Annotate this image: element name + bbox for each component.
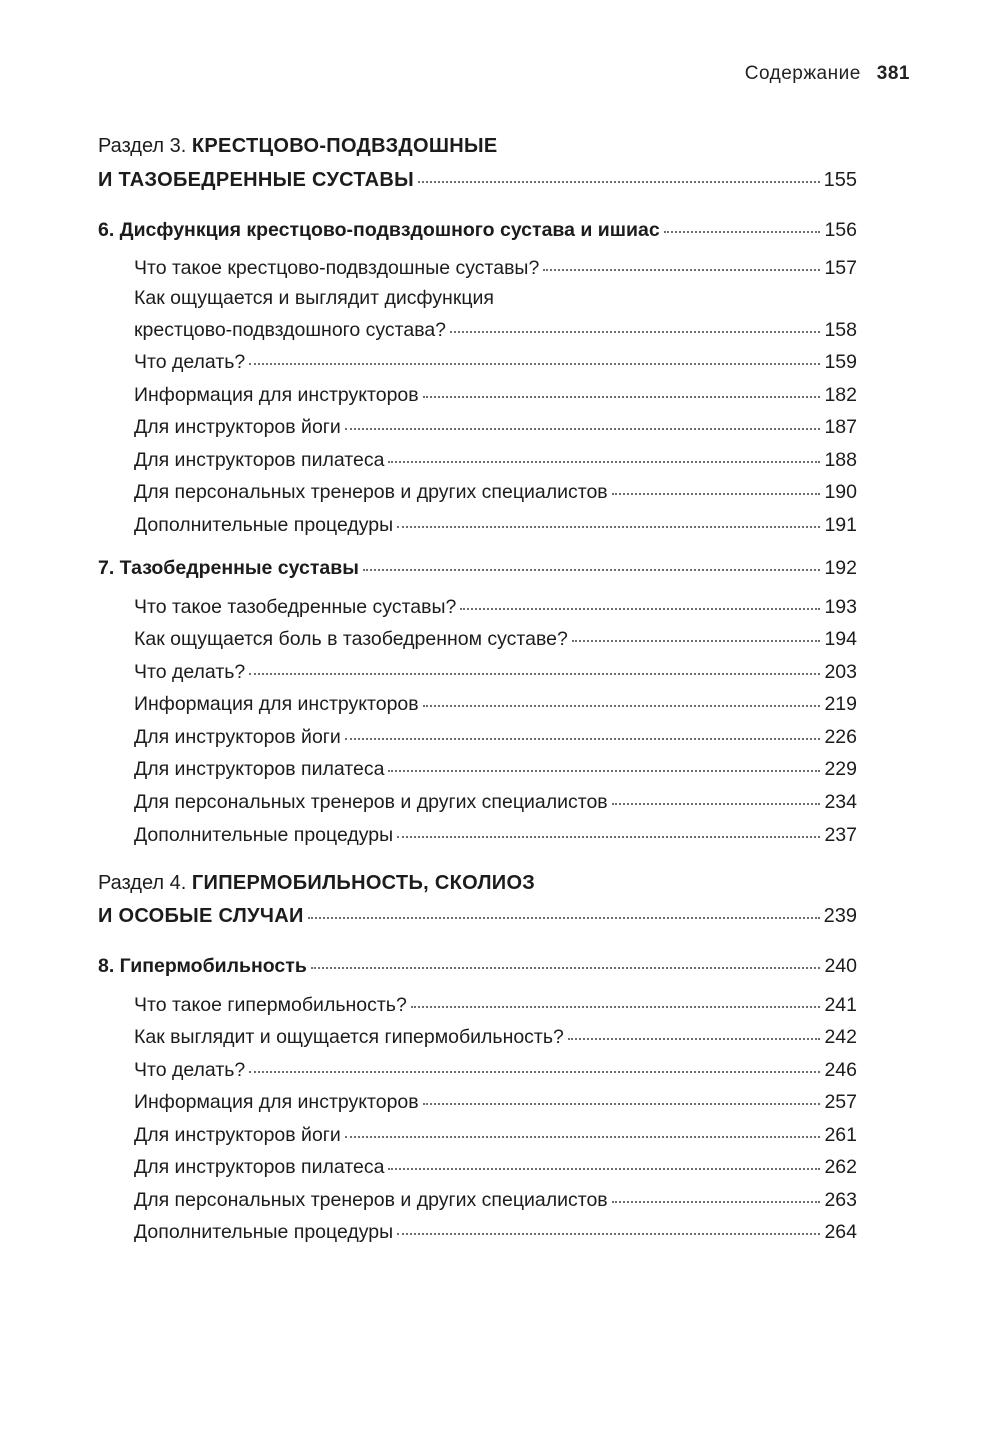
section-3-title-line1: КРЕСТЦОВО-ПОДВЗДОШНЫЕ bbox=[191, 135, 498, 157]
section-4-heading-line1 bbox=[98, 872, 535, 895]
page-number: 381 bbox=[876, 63, 910, 84]
page-ref: 155 bbox=[823, 169, 857, 191]
entry-title: Для инструкторов йоги bbox=[134, 415, 341, 438]
page-ref: 194 bbox=[824, 627, 857, 650]
entry-title: Для инструкторов пилатеса bbox=[134, 1155, 385, 1178]
toc-row-entry[interactable] bbox=[0, 476, 1000, 508]
section-4-title-line2: И ОСОБЫЕ СЛУЧАИ bbox=[98, 905, 304, 927]
dot-leader bbox=[345, 1116, 821, 1138]
entry-title: Для инструкторов йоги bbox=[134, 1123, 341, 1146]
page-ref: 188 bbox=[824, 448, 857, 471]
toc-row-chapter-6[interactable] bbox=[0, 214, 1000, 246]
toc-row-chapter-8[interactable] bbox=[0, 950, 1000, 982]
entry-title: Что делать? bbox=[134, 660, 246, 683]
running-title: Содержание bbox=[744, 63, 861, 84]
page-ref: 241 bbox=[824, 993, 857, 1016]
page-ref: 261 bbox=[824, 1123, 857, 1146]
section-3-heading-line1 bbox=[98, 135, 497, 158]
toc-row-entry[interactable] bbox=[0, 591, 1000, 623]
toc-row-entry[interactable] bbox=[0, 786, 1000, 818]
dot-leader bbox=[612, 783, 821, 805]
chapter-6-title: 6. Дисфункция крестцово-подвздошного сустава и ишиас bbox=[98, 218, 660, 241]
page-ref: 263 bbox=[824, 1188, 857, 1211]
entry-title-line1: Как ощущается и выглядит дисфункция bbox=[134, 287, 494, 309]
dot-leader bbox=[612, 473, 821, 495]
page-ref: 237 bbox=[824, 823, 857, 846]
toc-row-entry[interactable] bbox=[0, 1021, 1000, 1053]
page-ref: 262 bbox=[824, 1155, 857, 1178]
toc-row-entry[interactable] bbox=[0, 623, 1000, 655]
section-4-title-line1: ГИПЕРМОБИЛЬНОСТЬ, СКОЛИОЗ bbox=[191, 872, 536, 894]
dot-leader bbox=[397, 1213, 820, 1235]
toc-row-entry[interactable] bbox=[0, 509, 1000, 541]
page-ref: 226 bbox=[824, 725, 857, 748]
page-ref: 182 bbox=[824, 383, 857, 406]
dot-leader bbox=[388, 1148, 820, 1170]
dot-leader bbox=[423, 376, 821, 398]
entry-title: Дополнительные процедуры bbox=[134, 823, 394, 846]
dot-leader bbox=[411, 986, 821, 1008]
page-ref: 264 bbox=[824, 1220, 857, 1243]
dot-leader bbox=[664, 211, 821, 233]
entry-title: Для персональных тренеров и других специалистов bbox=[134, 480, 608, 503]
dot-leader bbox=[397, 816, 820, 838]
entry-title: Как выглядит и ощущается гипермобильность? bbox=[134, 1025, 564, 1048]
dot-leader bbox=[345, 718, 821, 740]
toc-row-entry[interactable] bbox=[0, 1119, 1000, 1151]
entry-title: Для инструкторов пилатеса bbox=[134, 448, 385, 471]
dot-leader bbox=[612, 1181, 821, 1203]
page-ref: 157 bbox=[824, 256, 857, 279]
page-ref: 159 bbox=[824, 350, 857, 373]
entry-title: крестцово-подвздошного сустава? bbox=[134, 318, 447, 341]
entry-title: Для инструкторов йоги bbox=[134, 725, 341, 748]
toc-row-chapter-7[interactable] bbox=[0, 552, 1000, 584]
dot-leader bbox=[450, 311, 820, 333]
page-ref: 192 bbox=[824, 556, 857, 579]
page-ref: 239 bbox=[823, 905, 857, 927]
toc-row-entry[interactable] bbox=[0, 819, 1000, 851]
toc-row-entry[interactable] bbox=[0, 721, 1000, 753]
page-ref: 257 bbox=[824, 1090, 857, 1113]
toc-row-entry[interactable] bbox=[0, 1216, 1000, 1248]
toc-row-section-4[interactable] bbox=[0, 900, 1000, 932]
running-head bbox=[745, 63, 910, 85]
dot-leader bbox=[345, 408, 821, 430]
toc-row-entry[interactable] bbox=[0, 688, 1000, 720]
page-ref: 246 bbox=[824, 1058, 857, 1081]
page-ref: 234 bbox=[824, 790, 857, 813]
entry-title: Дополнительные процедуры bbox=[134, 513, 394, 536]
entry-title: Для персональных тренеров и других специалистов bbox=[134, 1188, 608, 1211]
dot-leader bbox=[572, 620, 821, 642]
page-ref: 203 bbox=[824, 660, 857, 683]
entry-title: Для инструкторов пилатеса bbox=[134, 757, 385, 780]
toc-row-section-3[interactable] bbox=[0, 164, 1000, 196]
dot-leader bbox=[388, 441, 820, 463]
toc-row-entry[interactable] bbox=[0, 379, 1000, 411]
section-3-title-line2: И ТАЗОБЕДРЕННЫЕ СУСТАВЫ bbox=[98, 169, 415, 191]
dot-leader bbox=[423, 1083, 821, 1105]
dot-leader bbox=[311, 947, 821, 969]
dot-leader bbox=[308, 897, 820, 919]
page-ref: 190 bbox=[824, 480, 857, 503]
toc-row-entry[interactable] bbox=[0, 753, 1000, 785]
entry-title: Информация для инструкторов bbox=[134, 1090, 419, 1113]
entry-title: Что делать? bbox=[134, 1058, 246, 1081]
page-ref: 193 bbox=[824, 595, 857, 618]
toc-row-entry[interactable] bbox=[0, 444, 1000, 476]
page-ref: 156 bbox=[824, 218, 857, 241]
dot-leader bbox=[418, 161, 820, 183]
toc-row-entry[interactable] bbox=[0, 1054, 1000, 1086]
page-ref: 219 bbox=[824, 692, 857, 715]
page-ref: 187 bbox=[824, 415, 857, 438]
dot-leader bbox=[543, 249, 820, 271]
entry-title: Что такое крестцово-подвздошные суставы? bbox=[134, 256, 540, 279]
entry-title: Что такое тазобедренные суставы? bbox=[134, 595, 457, 618]
page-ref: 229 bbox=[824, 757, 857, 780]
toc-row-entry[interactable] bbox=[0, 346, 1000, 378]
toc-row-entry[interactable] bbox=[0, 1151, 1000, 1183]
dot-leader bbox=[249, 653, 820, 675]
toc-row-entry[interactable] bbox=[0, 314, 1000, 346]
entry-title: Что делать? bbox=[134, 350, 246, 373]
dot-leader bbox=[249, 343, 820, 365]
toc-row-entry[interactable] bbox=[0, 1086, 1000, 1118]
dot-leader bbox=[568, 1018, 821, 1040]
toc-row-entry[interactable] bbox=[0, 1184, 1000, 1216]
toc-row-entry[interactable] bbox=[0, 411, 1000, 443]
section-3-prefix: Раздел 3. bbox=[98, 135, 187, 157]
entry-title: Что такое гипермобильность? bbox=[134, 993, 407, 1016]
toc-row-entry[interactable] bbox=[0, 252, 1000, 284]
page-ref: 158 bbox=[824, 318, 857, 341]
chapter-7-title: 7. Тазобедренные суставы bbox=[98, 556, 359, 579]
toc-row-entry[interactable] bbox=[0, 656, 1000, 688]
page-ref: 242 bbox=[824, 1025, 857, 1048]
entry-title: Информация для инструкторов bbox=[134, 383, 419, 406]
dot-leader bbox=[460, 588, 820, 610]
entry-title: Дополнительные процедуры bbox=[134, 1220, 394, 1243]
page-ref: 191 bbox=[824, 513, 857, 536]
dot-leader bbox=[388, 750, 820, 772]
dot-leader bbox=[363, 549, 821, 571]
dot-leader bbox=[423, 685, 821, 707]
dot-leader bbox=[397, 506, 820, 528]
dot-leader bbox=[249, 1051, 820, 1073]
entry-title: Для персональных тренеров и других специалистов bbox=[134, 790, 608, 813]
chapter-8-title: 8. Гипермобильность bbox=[98, 954, 307, 977]
section-4-prefix: Раздел 4. bbox=[98, 872, 187, 894]
page-ref: 240 bbox=[824, 954, 857, 977]
entry-title: Как ощущается боль в тазобедренном суставе? bbox=[134, 627, 568, 650]
entry-title: Информация для инструкторов bbox=[134, 692, 419, 715]
toc-row-entry[interactable] bbox=[0, 989, 1000, 1021]
